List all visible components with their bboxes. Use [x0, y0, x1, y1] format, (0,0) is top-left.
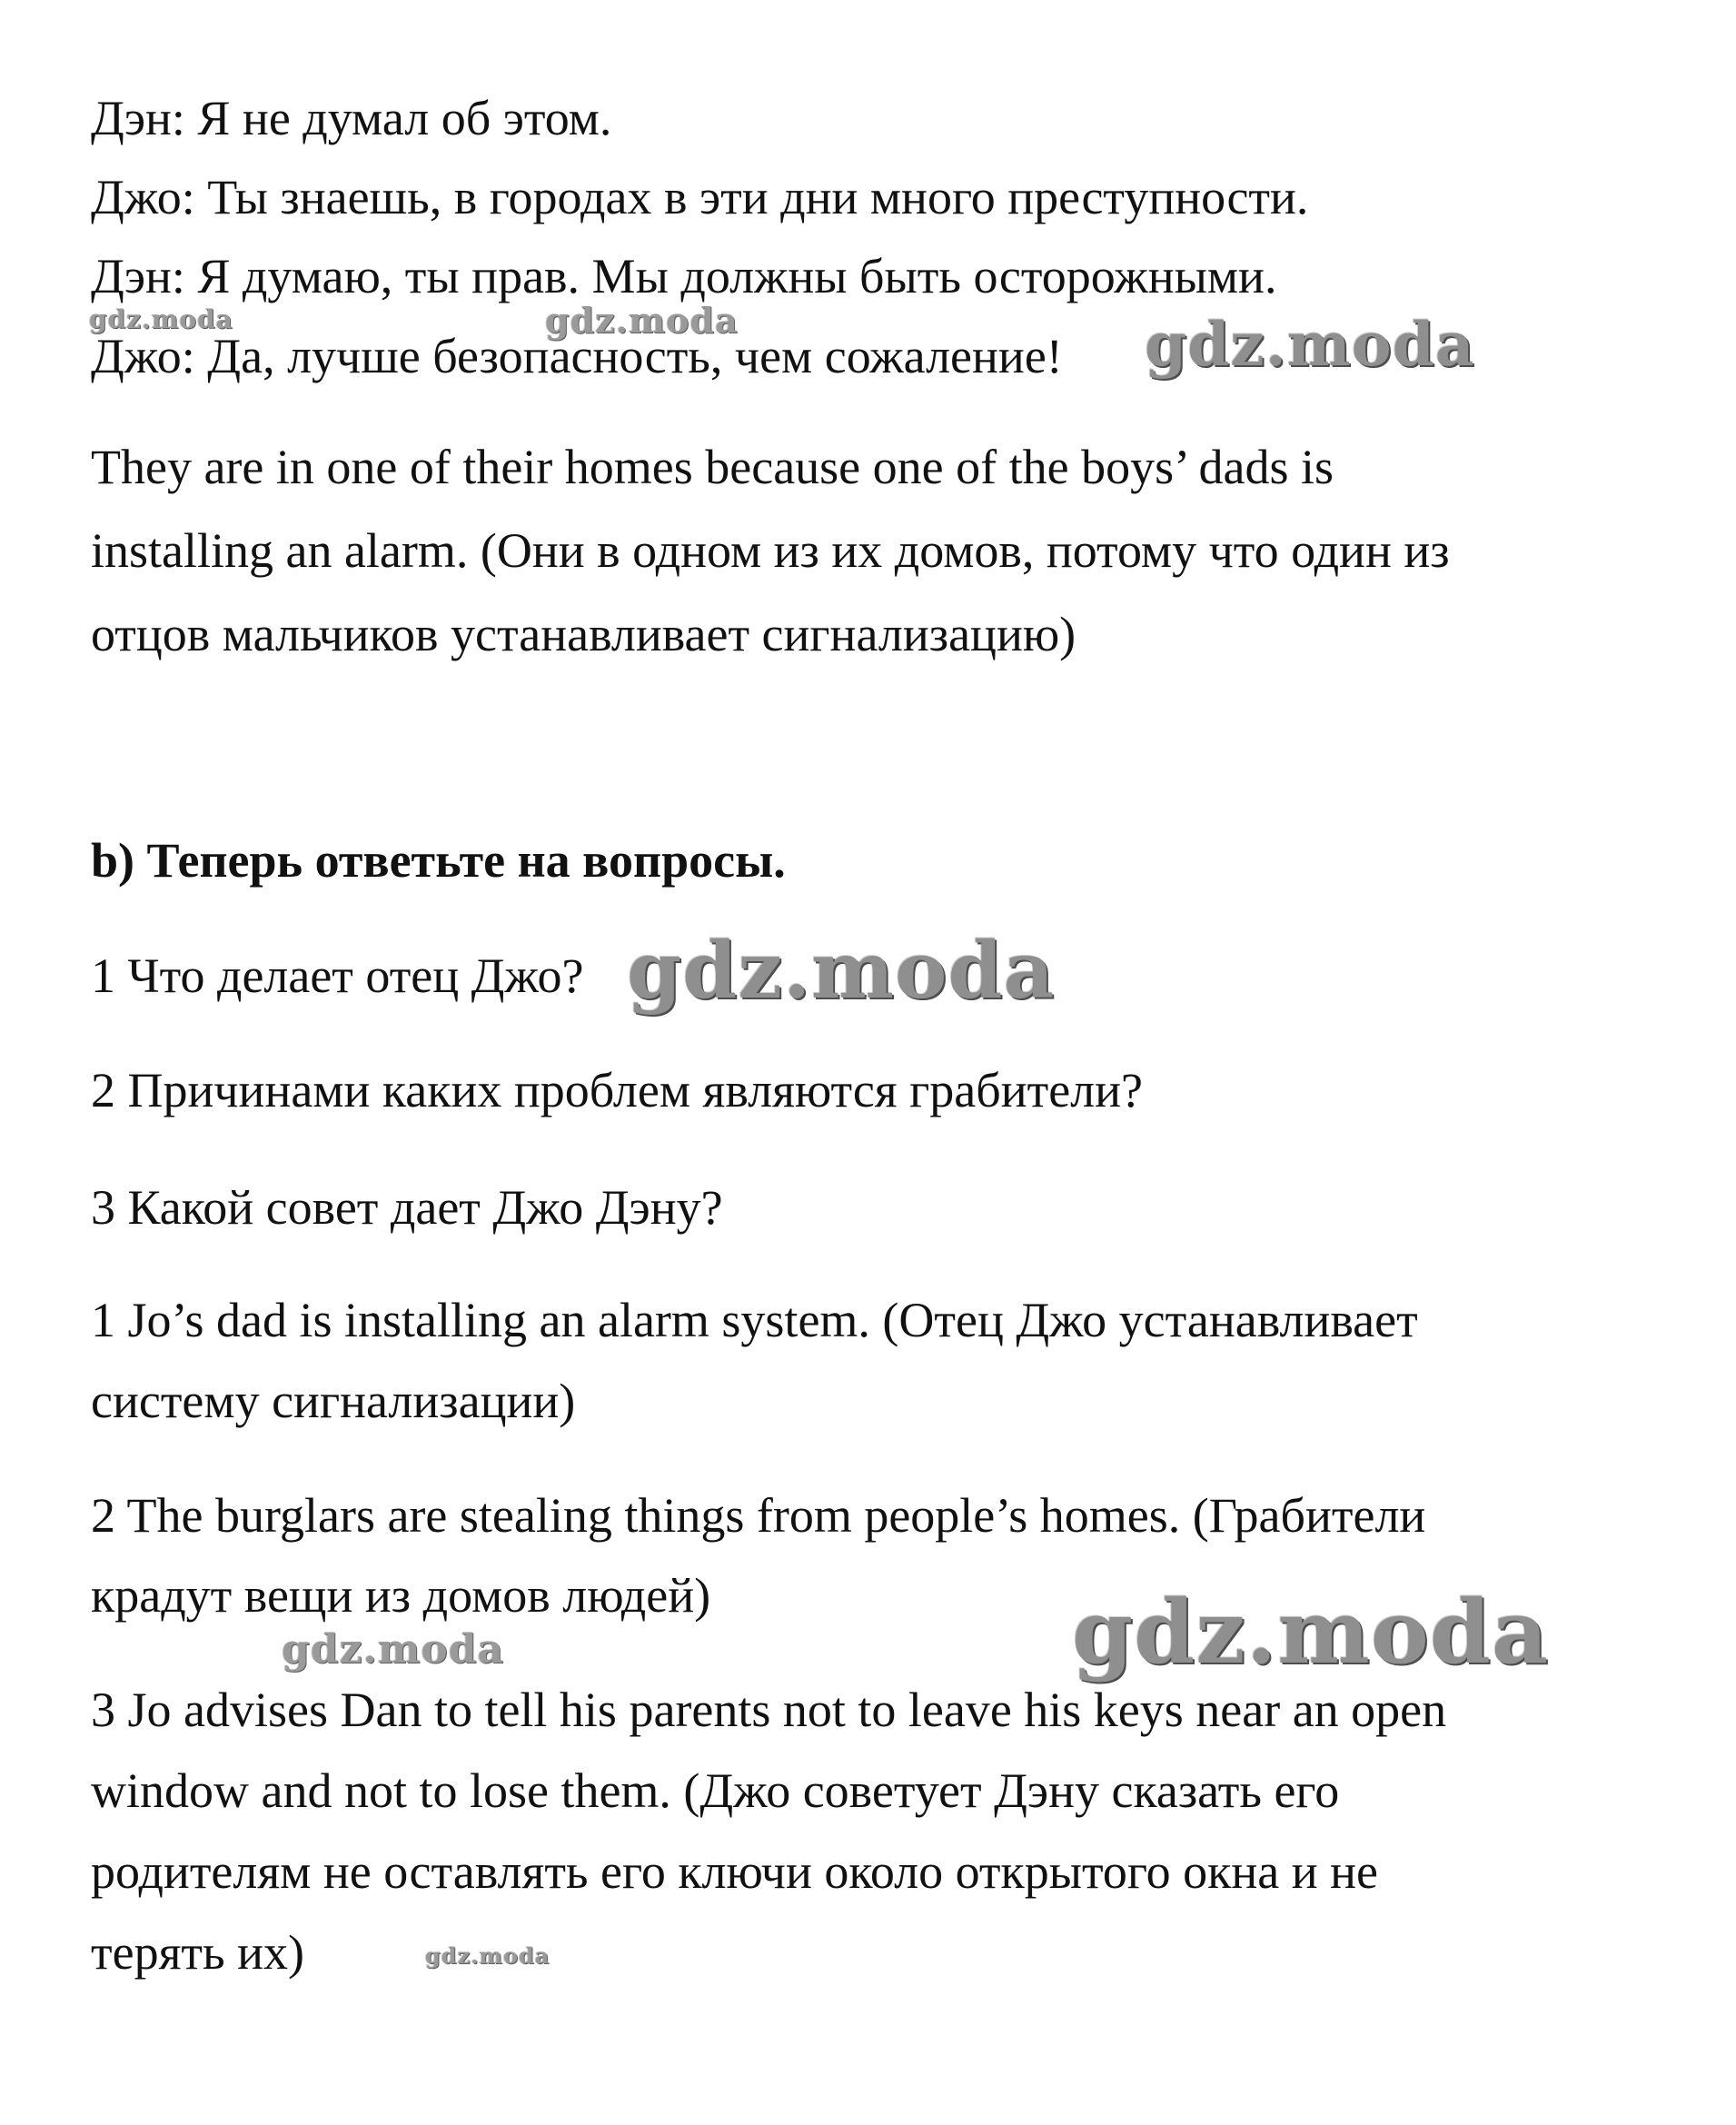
answer-a-line: They are in one of their homes because one of the boys’ dads is [91, 440, 1334, 494]
answer-line: 3 Jo advises Dan to tell his parents not to leave his keys near an open [91, 1683, 1447, 1737]
watermark: gdz.moda [89, 304, 233, 334]
watermark: gdz.moda [1072, 1581, 1550, 1683]
answer-line: 2 The burglars are stealing things from people’s homes. (Грабители [91, 1488, 1426, 1543]
watermark: gdz.moda [1145, 309, 1475, 380]
question-item: 1 Что делает отец Джо? [91, 948, 584, 1003]
section-b-heading: b) Теперь ответьте на вопросы. [91, 833, 786, 888]
answer-line: window and not to lose them. (Джо советует Дэну сказать его [91, 1763, 1340, 1818]
dialogue-line: Джо: Ты знаешь, в городах в эти дни много преступности. [91, 170, 1309, 224]
answer-line: родителям не оставлять его ключи около открытого окна и не [91, 1844, 1379, 1899]
dialogue-line: Дэн: Я не думал об этом. [91, 91, 612, 145]
answer-a-line: отцов мальчиков устанавливает сигнализацию) [91, 607, 1076, 661]
dialogue-line: Джо: Да, лучше безопасность, чем сожаление! [91, 329, 1063, 383]
answer-line: терять их) [91, 1925, 305, 1980]
answer-line: 1 Jo’s dad is installing an alarm system. (Отец Джо устанавливает [91, 1293, 1418, 1347]
answer-line: систему сигнализации) [91, 1374, 576, 1428]
watermark: gdz.moda [425, 1942, 551, 1969]
answer-a-line: installing an alarm. (Они в одном из их домов, потому что один из [91, 523, 1450, 578]
watermark: gdz.moda [282, 1626, 505, 1673]
question-item: 2 Причинами каких проблем являются грабители? [91, 1063, 1143, 1117]
watermark: gdz.moda [627, 925, 1056, 1017]
watermark: gdz.moda [545, 300, 739, 341]
question-item: 3 Какой совет дает Джо Дэну? [91, 1180, 723, 1235]
dialogue-line: Дэн: Я думаю, ты прав. Мы должны быть осторожными. [91, 249, 1277, 303]
answer-line: крадут вещи из домов людей) [91, 1568, 711, 1623]
